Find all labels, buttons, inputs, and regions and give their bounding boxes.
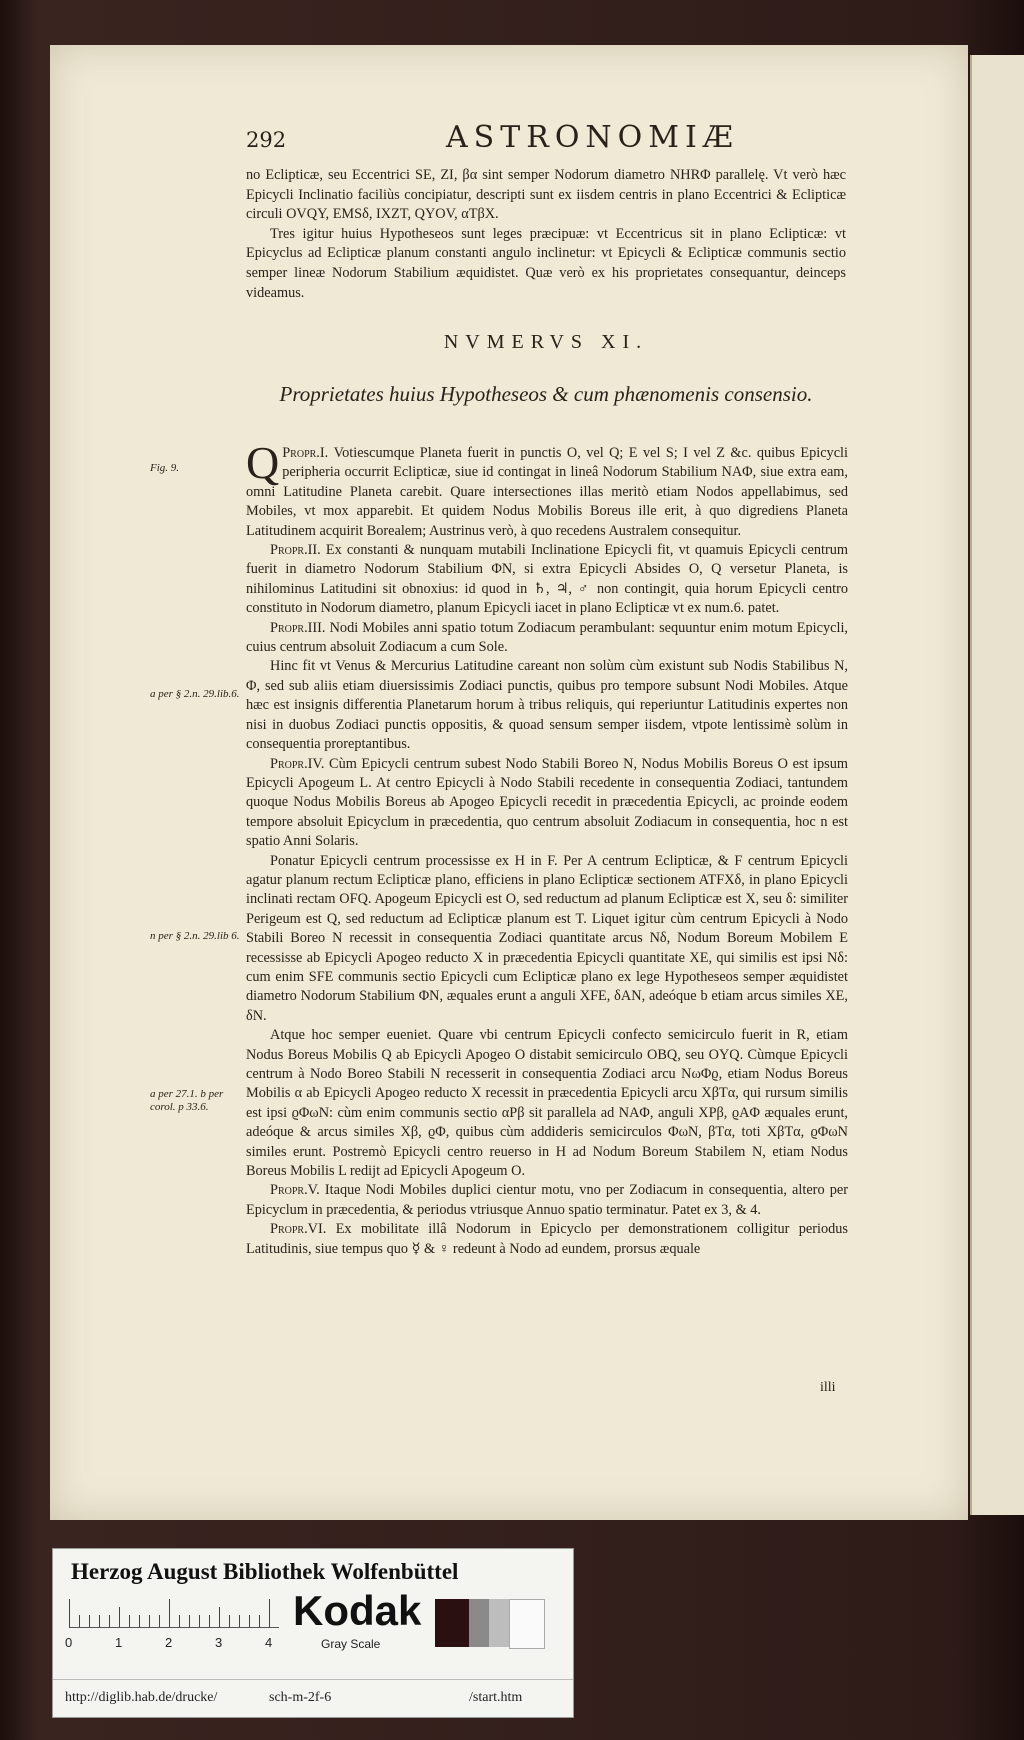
ruler-number: 3 xyxy=(215,1635,223,1650)
section-heading: NVMERVS XI. xyxy=(443,331,649,353)
proposition-label: Propr.I. xyxy=(282,445,329,461)
running-head: ASTRONOMIÆ xyxy=(446,120,739,155)
library-name: Herzog August Bibliothek Wolfenbüttel xyxy=(71,1559,459,1584)
proposition-paragraph xyxy=(246,852,848,1027)
url-row xyxy=(53,1679,573,1718)
intro-paragraph-2: Tres igitur huius Hypotheseos sunt leges præcipuæ: vt Eccentricus sit in plano Eclipticæ: vt Epicyclus ad Eclipticæ planum constanti angulo inclinetur: vt Epicycli & Eclipticæ communis sectio semper lineæ Nodorum Stabilium æquidistet. Quæ verò ex his proprietates consequantur, deinceps videamus. xyxy=(246,225,846,301)
gray-swatch-mid xyxy=(469,1599,489,1647)
proposition-paragraph xyxy=(246,1026,848,1181)
kodak-logo: Kodak xyxy=(293,1587,422,1634)
ruler-number: 2 xyxy=(165,1635,173,1650)
gray-swatch-light xyxy=(489,1599,509,1647)
proposition-label: Propr.VI. xyxy=(270,1221,327,1238)
ruler-tick xyxy=(159,1615,160,1627)
proposition-paragraph xyxy=(246,619,848,658)
intro-paragraph-1: no Eclipticæ, seu Eccentrici SE, ZI, βα sint semper Nodorum diametro NHRΦ parallelę. Vt verò hæc Epicycli Inclinatio faciliùs concipiatur, descripti sunt ex iisdem centris in plano Eccentrici & Eclipticæ circuli OVQY, EMSδ, IXZT, QYOV, αTβX. xyxy=(246,167,846,223)
ruler-tick xyxy=(249,1615,250,1627)
proposition-text: Votiescumque Planeta fuerit in punctis O, vel Q; E vel S; I vel Z &c. quibus Epicycli peripheria occurrit Eclipticæ, siue id contingat in lineâ Nodorum Stabilium NAΦ, siue extra eam, omni Latitudine Planeta carebit. Quare intersectiones illas meritò etiam Nodos appellabimus, sed Mobiles, vt mox apparebit. Et quidem Nodus Mobilis Boreus ille erit, à quo digrediens Planeta Latitudinem acquirit Borealem; Austrinus verò, à quo recedens Australem consequitur. xyxy=(246,445,848,539)
ruler-tick xyxy=(179,1615,180,1627)
ruler-tick xyxy=(99,1615,100,1627)
propositions-text xyxy=(246,437,849,1259)
ruler-tick xyxy=(169,1599,170,1627)
proposition-paragraph xyxy=(246,1181,848,1220)
ruler-tick xyxy=(109,1615,110,1627)
url-end: /start.htm xyxy=(469,1690,523,1705)
gray-swatch-white xyxy=(509,1599,545,1649)
ruler-number: 0 xyxy=(65,1635,73,1650)
proposition-text: Atque hoc semper eueniet. Quare vbi centrum Epicycli confecto semicirculo fuerit in R, etiam Nodus Boreus Mobilis Q ab Epicycli Apogeo O distabit semicirculo OBQ, seu OYQ. Cùmque Epicycli centrum à Nodo Boreo Stabili N recesserit in consequentia Zodiaci arcu NωΦϱ, etiam Nodus Boreus Mobilis α ab Epicycli Apogeo reducto X recessit in præcedentia Epicycli arcu XβTα, qui rursum similis est ipsi ϱΦωN: cùm enim communis sectio αPβ sit parallela ad NAΦ, anguli XPβ, ϱAΦ æquales erunt, adeóque & arcus similes Xβ, ϱΦ, quibus cùm addideris semicirculos ΦωN, βTα, toti XβTα, ϱΦωN similes erunt. Postremò Epicycli centro reuerso in H ad Nodum Boreum Stabilem N, etiam Nodus Boreus Mobilis L redijt ad Epicycli Apogeum O. xyxy=(246,1027,848,1180)
proposition-text: Nodi Mobiles anni spatio totum Zodiacum perambulant: sequuntur enim motum Epicycli, cuius centrum absoluit Zodiacum a cum Sole. xyxy=(246,619,848,656)
ruler-tick xyxy=(269,1599,270,1627)
archive-label xyxy=(52,1548,574,1718)
margin-note: a per § 2.n. 29.lib.6. xyxy=(150,688,240,700)
url-base: http://diglib.hab.de/drucke/ xyxy=(65,1690,218,1705)
margin-note: n per § 2.n. 29.lib 6. xyxy=(150,930,240,942)
proposition-paragraph xyxy=(246,1220,848,1259)
gray-scale-label: Gray Scale xyxy=(321,1637,381,1651)
proposition-text: Hinc fit vt Venus & Mercurius Latitudine careant non solùm cùm existunt sub Nodis Stabilibus N, Φ, sed sub aliis etiam diuersissimis Zodiaci punctis, quibus pro tempore subsunt Nodi Mobiles. Atque hæc est insignis differentia Planetarum horum à tribus reliquis, qui reperiuntur Latitudinis expertes non nisi in duobus Zodiaci punctis oppositis, & quoad sensum semper iisdem, vtpote lentissimè solùm in consequentia proreptantibus. xyxy=(246,658,848,753)
ruler-tick xyxy=(89,1615,90,1627)
ruler-tick xyxy=(239,1615,240,1627)
drop-cap: Q xyxy=(246,437,280,488)
proposition-text: Ponatur Epicycli centrum processisse ex H in F. Per A centrum Eclipticæ, & F centrum Epicycli agatur planum rectum Eclipticæ plano, efficiens in plano Eclipticæ sectionem ATFXδ, in plano Epicycli inclinati rectam OFQ. Apogeum Epicycli est O, sed reductum ad planum Eclipticæ est X, seu δ: similiter Perigeum est Q, sed reductum ad Eclipticæ planum est T. Liquet igitur cùm centrum Epicycli à Nodo Stabili Boreo N recessit in consequentia Zodiaci quantitate arcus Nδ, Nodum Boreum Mobilem E recessisse ab Epicycli Apogeo reducto X in præcedentia Epicycli quantitate XE, qui similis est ipsi Nδ: cum enim SFE communis sectio Epicycli cum Eclipticæ plano ex lege Hypotheseos semper æquidistet diametro Nodorum Stabilium ΦN, æquales erunt a anguli XFE, δAN, adeóque b etiam arcus similes XE, δN. xyxy=(246,852,848,1024)
proposition-paragraph xyxy=(246,755,848,852)
ruler-tick xyxy=(209,1615,210,1627)
proposition-label: Propr.III. xyxy=(270,619,326,636)
ruler-number: 1 xyxy=(115,1635,123,1650)
ruler-tick xyxy=(139,1615,140,1627)
margin-note: Fig. 9. xyxy=(150,462,180,474)
ruler-tick xyxy=(219,1607,220,1627)
ruler-tick xyxy=(69,1599,70,1627)
proposition-text: Cùm Epicycli centrum subest Nodo Stabili Boreo N, Nodus Mobilis Boreus O est ipsum Epicycli Apogeum L. At centro Epicycli à Nodo Stabili recedente in consequentia Zodiaci, tantundem quoque Nodus Mobilis Boreus ab Apogeo Epicycli recedit in præcedentia Epicycli, ac proinde eodem tempore absoluit Epicyclum in præcedentia, quo centrum absoluit Zodiacum in consequentia, hoc n est spatio Anni Solaris. xyxy=(246,755,848,850)
intro-text xyxy=(246,166,846,303)
ruler-number: 4 xyxy=(265,1635,273,1650)
proposition-label: Propr.V. xyxy=(270,1182,320,1199)
ruler-tick xyxy=(119,1607,120,1627)
facing-page-edge xyxy=(970,55,1024,1515)
catchword: illi xyxy=(820,1380,836,1395)
proposition-text: Itaque Nodi Mobiles duplici cientur motu, vno per Zodiacum in consequentia, altero per Epicyclum in præcedentia, & periodus vtriusque Annuo spatio terminatur. Patet ex 3, & 4. xyxy=(246,1182,848,1218)
ruler-tick xyxy=(199,1615,200,1627)
ruler-tick xyxy=(259,1615,260,1627)
section-subtitle: Proprietates huius Hypotheseos & cum phænomenis consensio. xyxy=(279,382,813,406)
proposition-text: Ex constanti & nunquam mutabili Inclinatione Epicycli fit, vt quamuis Epicycli centrum fuerit in diametro Nodorum Stabilium ΦN, si extra Epicycli Absides O, Q versetur Planeta, is nihilominus Latitudini sit obnoxius: id quod in ♄, ♃, ♂ non contingit, quia horum Epicycli centro constituto in Nodorum diametro, planum Epicycli iacet in plano Eclipticæ vt ex num.6. patet. xyxy=(246,542,849,617)
ruler-tick xyxy=(129,1615,130,1627)
proposition-text: Ex mobilitate illâ Nodorum in Epicyclo per demonstrationem colligitur periodus Latitudinis, siue tempus quo ☿ & ♀ redeunt à Nodo ad eundem, prorsus æquale xyxy=(246,1221,848,1257)
margin-note: a per 27.1. b per corol. p 33.6. xyxy=(150,1088,224,1113)
ruler-tick xyxy=(229,1615,230,1627)
ruler-tick xyxy=(79,1615,80,1627)
proposition-label: Propr.II. xyxy=(270,542,321,559)
gray-swatch-dark xyxy=(435,1599,469,1647)
page-number: 292 xyxy=(246,128,287,152)
page-header xyxy=(246,120,846,160)
shelfmark: sch-m-2f-6 xyxy=(269,1690,332,1705)
ruler-tick xyxy=(189,1615,190,1627)
proposition-label: Propr.IV. xyxy=(270,755,325,772)
proposition-paragraph xyxy=(246,541,848,619)
scale-ruler xyxy=(69,1599,279,1628)
proposition-paragraph xyxy=(246,437,848,541)
proposition-paragraph xyxy=(246,657,848,754)
ruler-tick xyxy=(149,1615,150,1627)
